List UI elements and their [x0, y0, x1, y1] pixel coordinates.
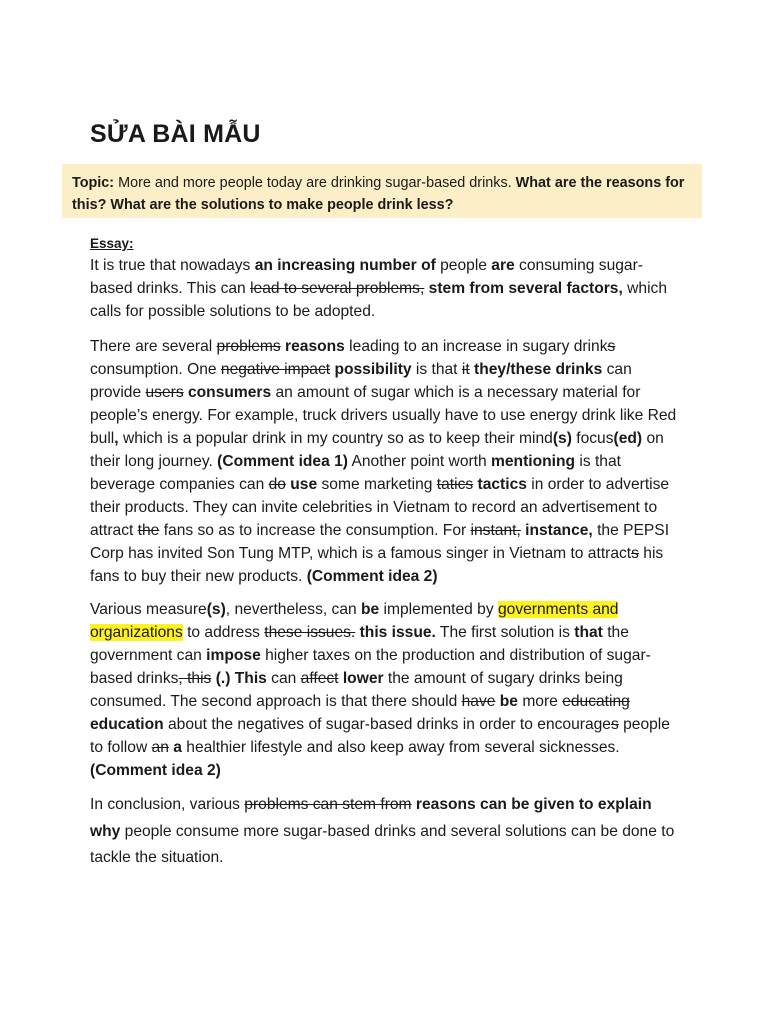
essay-text: is that: [411, 361, 462, 378]
essay-text: on their long journey.: [90, 430, 664, 470]
essay-text: There are several: [90, 338, 217, 355]
essay-text: higher taxes on the production and distribution of sugar-based drinks: [90, 647, 651, 687]
correction-text: consumers: [187, 384, 272, 401]
topic-box: [62, 164, 702, 218]
highlighted-text: governments and organizations: [90, 601, 619, 641]
essay-text: people consume more sugar-based drinks and several solutions can be done to tackle the situation.: [90, 822, 675, 866]
essay-label: Essay:: [90, 236, 134, 251]
essay-text: his fans to buy their new products.: [90, 545, 664, 585]
deleted-text: tatics: [436, 476, 474, 493]
essay: [90, 234, 680, 872]
essay-text: can provide: [90, 361, 632, 401]
essay-text: Various measure: [90, 601, 207, 618]
deleted-text: users: [145, 384, 184, 401]
deleted-text: do: [268, 476, 286, 493]
correction-text: (Comment idea 2): [90, 762, 221, 779]
correction-text: reasons: [285, 338, 345, 355]
essay-text: focus: [571, 430, 614, 447]
deleted-text: , this: [178, 670, 212, 687]
essay-text: people: [435, 257, 492, 274]
essay-text: which is a popular drink in my country so as to keep their mind: [118, 430, 553, 447]
correction-text: be: [361, 601, 380, 618]
essay-text: It is true that nowadays: [90, 257, 255, 274]
essay-text: leading to an increase in sugary drink: [344, 338, 608, 355]
essay-text: to address: [182, 624, 265, 641]
correction-text: (s): [206, 601, 226, 618]
deleted-text: it: [461, 361, 470, 378]
paragraph-solutions: [90, 598, 680, 782]
deleted-text: lead to several problems,: [250, 280, 425, 297]
correction-text: instance,: [525, 522, 593, 539]
essay-text: consumption. One: [90, 361, 221, 378]
correction-text: (Comment idea 1): [217, 453, 348, 470]
correction-text: ,: [114, 430, 119, 447]
essay-text: Another point worth: [347, 453, 492, 470]
correction-text: are: [491, 257, 515, 274]
topic-question: What are the reasons for this? What are the solutions to make people drink less?: [72, 175, 685, 213]
correction-text: This: [234, 670, 267, 687]
essay-text: which calls for possible solutions to be adopted.: [90, 280, 668, 320]
essay-text: people to follow: [90, 716, 670, 756]
paragraph-intro: [90, 254, 680, 323]
essay-text: in order to advertise their products. They can invite celebrities in Vietnam to record an advertisement to attract: [90, 476, 670, 539]
essay-text: implemented by: [379, 601, 498, 618]
page-title: SỬA BÀI MẪU: [90, 120, 261, 148]
essay-text: the government can: [90, 624, 629, 664]
deleted-text: negative impact: [220, 361, 331, 378]
essay-text: the amount of sugary drinks being consumed. The second approach is that there should: [90, 670, 623, 710]
deleted-text: s: [607, 338, 616, 355]
deleted-text: the: [137, 522, 160, 539]
deleted-text: an: [151, 739, 169, 756]
correction-text: tactics: [477, 476, 527, 493]
correction-text: education: [90, 716, 164, 733]
essay-text: the PEPSI Corp has invited Son Tung MTP, which is a famous singer in Vietnam to attract: [90, 522, 670, 562]
deleted-text: instant,: [470, 522, 521, 539]
deleted-text: s: [631, 545, 639, 562]
correction-text: stem from several factors,: [428, 280, 623, 297]
essay-text: can: [266, 670, 301, 687]
paragraph-reasons: [90, 335, 680, 588]
correction-text: (.): [215, 670, 231, 687]
deleted-text: problems: [216, 338, 281, 355]
paragraph-conclusion: [90, 792, 680, 872]
topic-text: More and more people today are drinking sugar-based drinks.: [114, 175, 516, 191]
correction-text: use: [290, 476, 318, 493]
correction-text: lower: [342, 670, 384, 687]
deleted-text: problems can stem from: [244, 796, 412, 813]
correction-text: a: [173, 739, 182, 756]
essay-text: The first solution is: [435, 624, 575, 641]
correction-text: be: [499, 693, 518, 710]
deleted-text: s: [610, 716, 619, 733]
deleted-text: have: [461, 693, 496, 710]
essay-text: healthier lifestyle and also keep away from several sicknesses.: [181, 739, 620, 756]
correction-text: mentioning: [491, 453, 576, 470]
deleted-text: affect: [300, 670, 339, 687]
correction-text: impose: [206, 647, 261, 664]
essay-text: about the negatives of sugar-based drinks in order to encourage: [163, 716, 611, 733]
correction-text: they/these drinks: [474, 361, 603, 378]
correction-text: that: [574, 624, 603, 641]
essay-text: is that beverage companies can: [90, 453, 621, 493]
essay-text: an amount of sugar which is a necessary material for people’s energy. For example, truck drivers usually have to use energy drink like Red bull: [90, 384, 677, 447]
essay-text: , nevertheless, can: [225, 601, 362, 618]
correction-text: an increasing number of: [254, 257, 436, 274]
correction-text: (Comment idea 2): [306, 568, 438, 585]
deleted-text: educating: [562, 693, 630, 710]
essay-text: In conclusion, various: [90, 796, 245, 813]
essay-text: more: [517, 693, 563, 710]
deleted-text: these issues.: [264, 624, 356, 641]
correction-text: (s): [552, 430, 572, 447]
topic-label: Topic:: [72, 175, 115, 191]
essay-text: fans so as to increase the consumption. For: [159, 522, 471, 539]
correction-text: this issue.: [359, 624, 436, 641]
essay-text: consuming sugar-based drinks. This can: [90, 257, 643, 297]
correction-text: (ed): [613, 430, 643, 447]
correction-text: reasons can be given to explain why: [90, 796, 652, 840]
essay-text: some marketing: [317, 476, 437, 493]
correction-text: possibility: [334, 361, 412, 378]
